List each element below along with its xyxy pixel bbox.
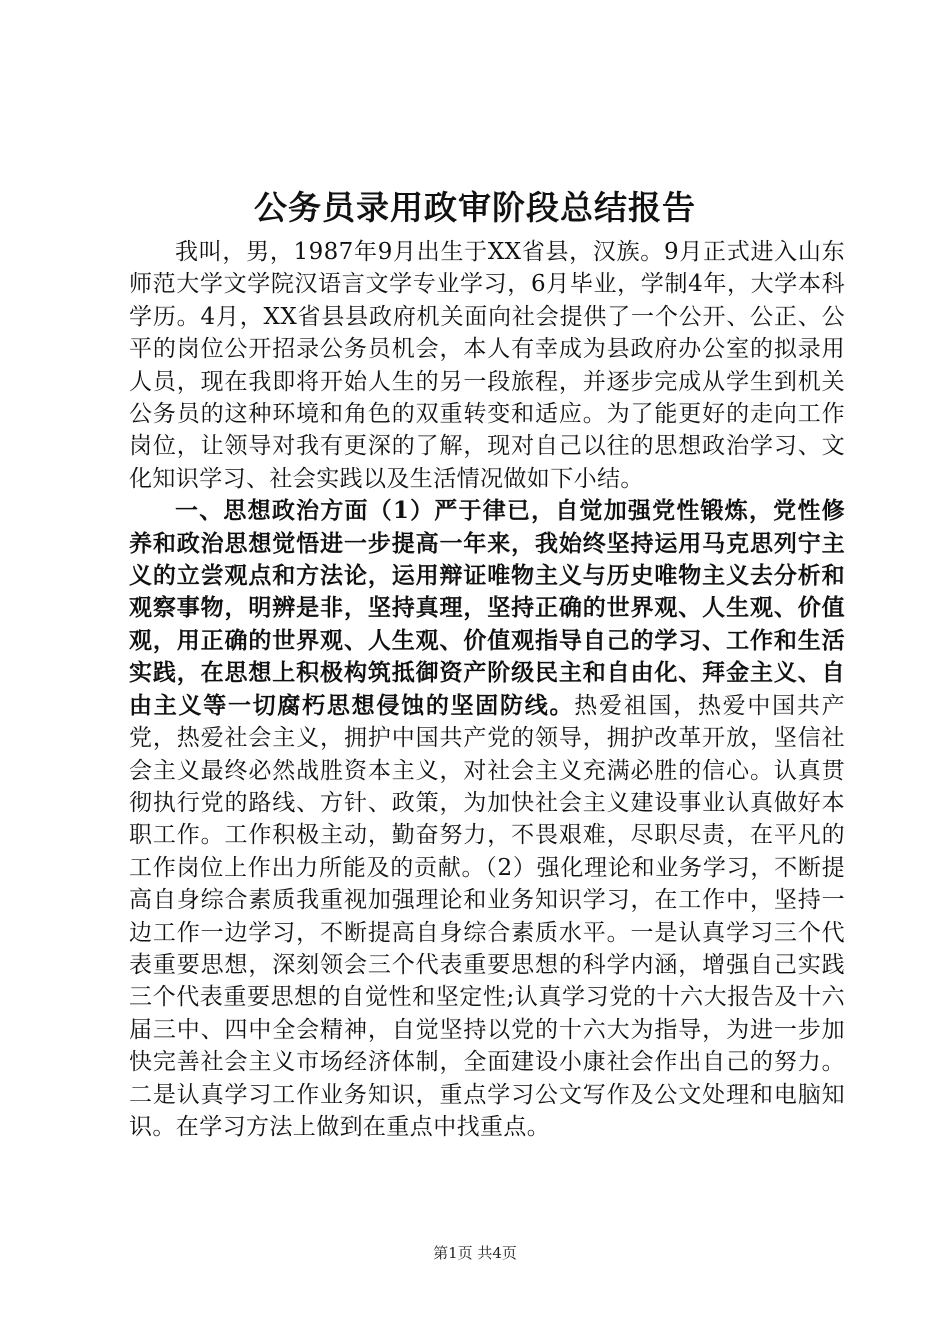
- paragraph-bold-lead: 一、思想政治方面（1）严于律已，自觉加强党性锻炼，党性修养和政治思想觉悟进一步提高一年来，我始终坚持运用马克思列宁主义的立尝观点和方法论，运用辩证唯物主义与历史唯物主义去分析和观察事物，明辨是非，坚持真理，坚持正确的世界观、人生观、价值观，用正确的世界观、人生观、价值观指导自己的学习、工作和生活实践，在思想上积极构筑抵御资产阶级民主和自由化、拜金主义、自由主义等一切腐朽思想侵蚀的坚固防线。: [129, 497, 845, 719]
- paragraph-introduction: 我叫，男，1987年9月出生于XX省县，汉族。9月正式进入山东师范大学文学院汉语言文学专业学习，6月毕业，学制4年，大学本科学历。4月，XX省县县政府机关面向社会提供了一个公开、公正、公平的岗位公开招录公务员机会，本人有幸成为县政府办公室的拟录用人员，现在我即将开始人生的另一段旅程，并逐步完成从学生到机关公务员的这种环境和角色的双重转变和适应。为了能更好的走向工作岗位，让领导对我有更深的了解，现对自己以往的思想政治学习、文化知识学习、社会实践以及生活情况做如下小结。: [129, 239, 845, 492]
- document-body: [129, 236, 845, 1143]
- paragraph-body-text: 热爱祖国，热爱中国共产党，热爱社会主义，拥护中国共产党的领导，拥护改革开放，坚信社会主义最终必然战胜资本主义，对社会主义充满必胜的信心。认真贯彻执行党的路线、方针、政策，为加快社会主义建设事业认真做好本职工作。工作积极主动，勤奋努力，不畏艰难，尽职尽责，在平凡的工作岗位上作出力所能及的贡献。（2）强化理论和业务学习，不断提高自身综合素质我重视加强理论和业务知识学习，在工作中，坚持一边工作一边学习，不断提高自身综合素质水平。一是认真学习三个代表重要思想，深刻领会三个代表重要思想的科学内涵，增强自己实践三个代表重要思想的自觉性和坚定性;认真学习党的十六大报告及十六届三中、四中全会精神，自觉坚持以党的十六大为指导，为进一步加快完善社会主义市场经济体制，全面建设小康社会作出自己的努力。二是认真学习工作业务知识，重点学习公文写作及公文处理和电脑知识。在学习方法上做到在重点中找重点。: [129, 692, 846, 1140]
- document-title: 公务员录用政审阶段总结报告: [254, 188, 696, 227]
- page-footer: 第1页 共4页: [433, 1244, 517, 1262]
- paragraph-political-thought: [129, 495, 845, 1143]
